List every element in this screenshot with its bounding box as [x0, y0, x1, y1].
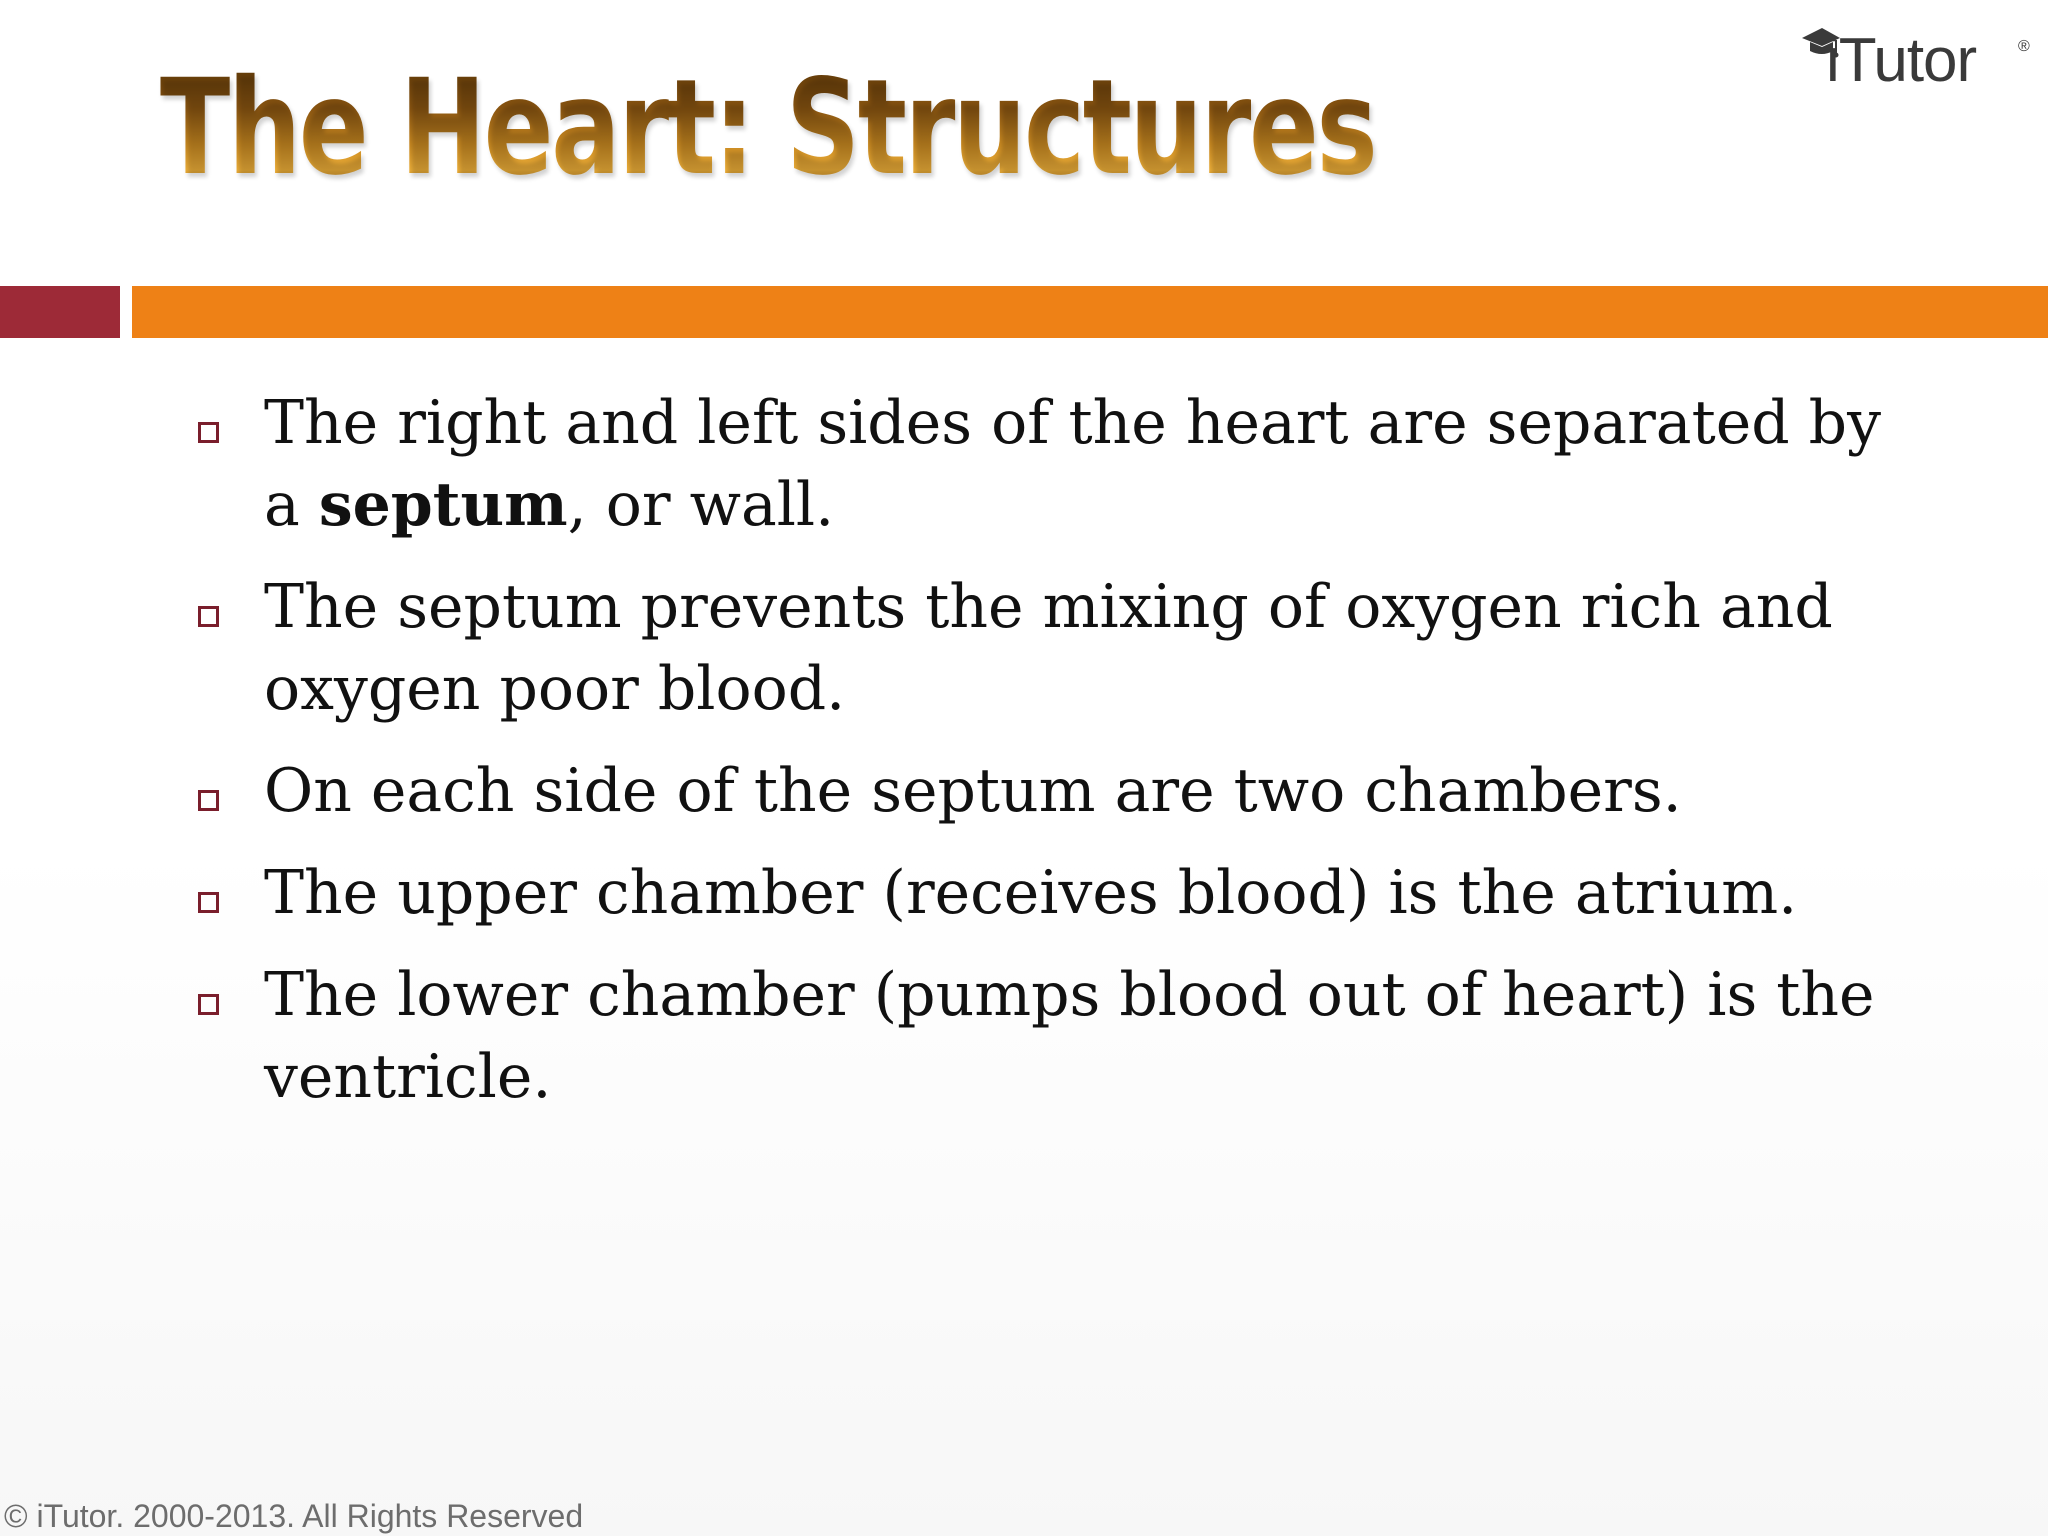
bullet-square-icon: [198, 606, 219, 627]
bullet-square-icon: [198, 994, 219, 1015]
bullet-list: [196, 382, 1916, 1138]
bullet-text: On each side of the septum are two chambers.: [264, 756, 1682, 826]
copyright-footer: © iTutor. 2000-2013. All Rights Reserved: [4, 1498, 584, 1534]
bullet-text-start: The right and left sides of the heart are separated by a: [264, 388, 1881, 540]
bullet-text-end: , or wall.: [567, 470, 835, 540]
bullet-square-icon: [198, 892, 219, 913]
bullet-text: The upper chamber (receives blood) is the atrium.: [264, 858, 1798, 928]
header-band-orange: [132, 286, 2048, 338]
bullet-item-mixing: [196, 566, 1916, 730]
bullet-item-atrium: [196, 852, 1916, 934]
itutor-logo: [1796, 18, 2036, 98]
bullet-term-septum: septum: [318, 470, 568, 540]
header-band-red: [0, 286, 120, 338]
bullet-text: The septum prevents the mixing of oxygen rich and oxygen poor blood.: [264, 572, 1833, 724]
bullet-item-septum: [196, 382, 1916, 546]
bullet-item-chambers: [196, 750, 1916, 832]
registered-mark: ®: [2018, 38, 2030, 55]
bullet-square-icon: [198, 790, 219, 811]
bullet-text: The lower chamber (pumps blood out of heart) is the ventricle.: [264, 960, 1875, 1112]
bullet-item-ventricle: [196, 954, 1916, 1118]
slide-title: The Heart: Structures: [160, 51, 1376, 205]
logo-wordmark: iTutor: [1826, 26, 1977, 95]
bullet-square-icon: [198, 422, 219, 443]
